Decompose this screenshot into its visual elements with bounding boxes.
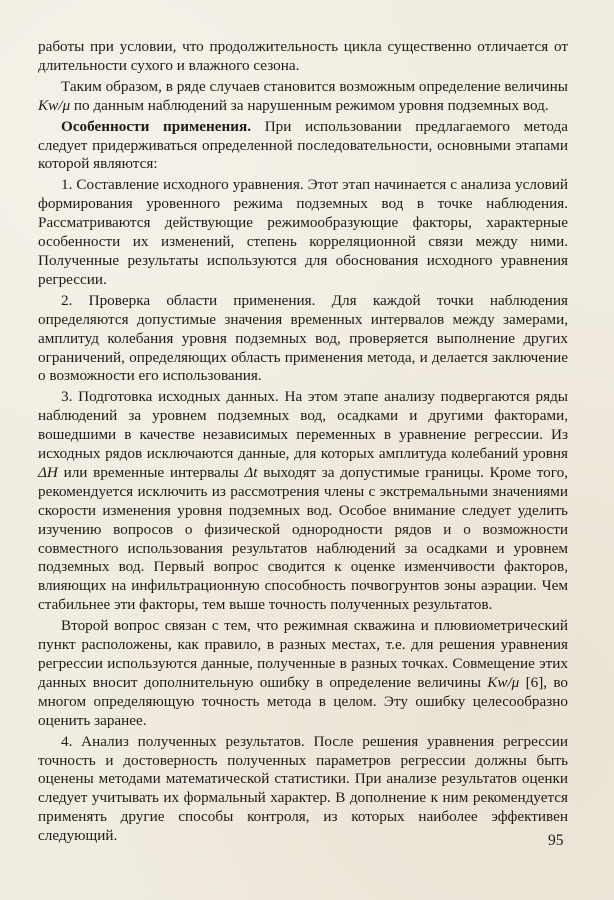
paragraph-step-4 [38,733,568,846]
paragraph-step-3 [38,388,568,615]
paragraph-step-1 [38,176,568,289]
paragraph-text: 2. Проверка области применения. Для каждой точки наблюдения определяются допустимые значения временных интервалов между замерами, амплитуд колебания уровня подземных вод, проверяется выполнение других ограничений, определяющих область применения метода, и делается заключение о возможности его использования. [38,291,568,385]
formula-delta-h: ΔH [38,463,58,481]
paragraph-text-after: выходят за допустимые границы. Кроме того, рекомендуется исключить из рассмотрения члены с экстремальными значениями скорости изменения уровня подземных вод. Особое внимание следует уделить изучению вопросов о физической однородности рядов и о возможности совместного использования результатов наблюдений за осадками и уровнем подземных вод. Первый вопрос сводится к оценке изменчивости факторов, влияющих на инфильтрационную способность почвогрунтов зоны аэрации. Чем стабильнее эти факторы, тем выше точность полученных результатов. [38,463,568,614]
paragraph-text: работы при условии, что продолжительность цикла существенно отличается от длительности сухого и влажного сезона. [38,38,568,74]
paragraph-text: При использовании предлагаемого метода следует придерживаться определенной последовательности, основными этапами которой являются: [38,117,568,173]
paragraph-application-features [38,118,568,175]
formula-delta-t: Δt [244,463,258,481]
paragraph-text-before: Второй вопрос связан с тем, что режимная скважина и плювиометрический пункт расположены, как правило, в разных местах, т.е. для решения уравнения регрессии используются данные, полученные в разных точках. Совмещение этих данных вносит дополнительную ошибку в определение величины [38,617,568,691]
paragraph-text: 4. Анализ полученных результатов. После решения уравнения регрессии точность и достоверность полученных параметров регрессии должны быть оценены методами математической статистики. При анализе результатов оценки следует учитывать их формальный характер. В дополнение к ним рекомендуется применять другие способы контроля, из которых наиболее эффективен следующий. [38,732,568,845]
page-text [38,38,568,846]
paragraph-text-after: [6], во многом определяющую точность метода в целом. Эту ошибку целесообразно оценить заранее. [38,673,569,729]
paragraph-second-question [38,617,568,730]
paragraph-conclusion [38,78,568,116]
paragraph-text-after: по данным наблюдений за нарушенным режимом уровня подземных вод. [70,96,549,114]
page-number: 95 [548,832,564,849]
section-heading: Особенности применения. [61,117,252,135]
paragraph-text: 1. Составление исходного уравнения. Этот этап начинается с анализа условий формирования уровенного режима подземных вод в точке наблюдения. Рассматриваются действующие режимообразующие факторы, характерные особенности их изменений, степень корреляционной связи между ними. Полученные результаты используются для обоснования исходного уравнения регрессии. [38,176,568,288]
paragraph-text-middle: или временные интервалы [57,463,245,481]
paragraph-text-before: Таким образом, в ряде случаев становится возможным определение величины [61,77,568,95]
paragraph-step-2 [38,292,568,387]
paragraph-text-before: 3. Подготовка исходных данных. На этом этапе анализу подвергаются ряды наблюдений за уровнем подземных вод, осадками и другими факторами, вошедшими в качестве независимых переменных в уравнение регрессии. Из исходных рядов исключаются данные, для которых амплитуда колебаний уровня [38,388,568,463]
formula-kw-mu: Kw/μ [38,96,71,114]
paragraph-continuation [38,38,568,76]
formula-kw-mu: Kw/μ [487,673,520,691]
